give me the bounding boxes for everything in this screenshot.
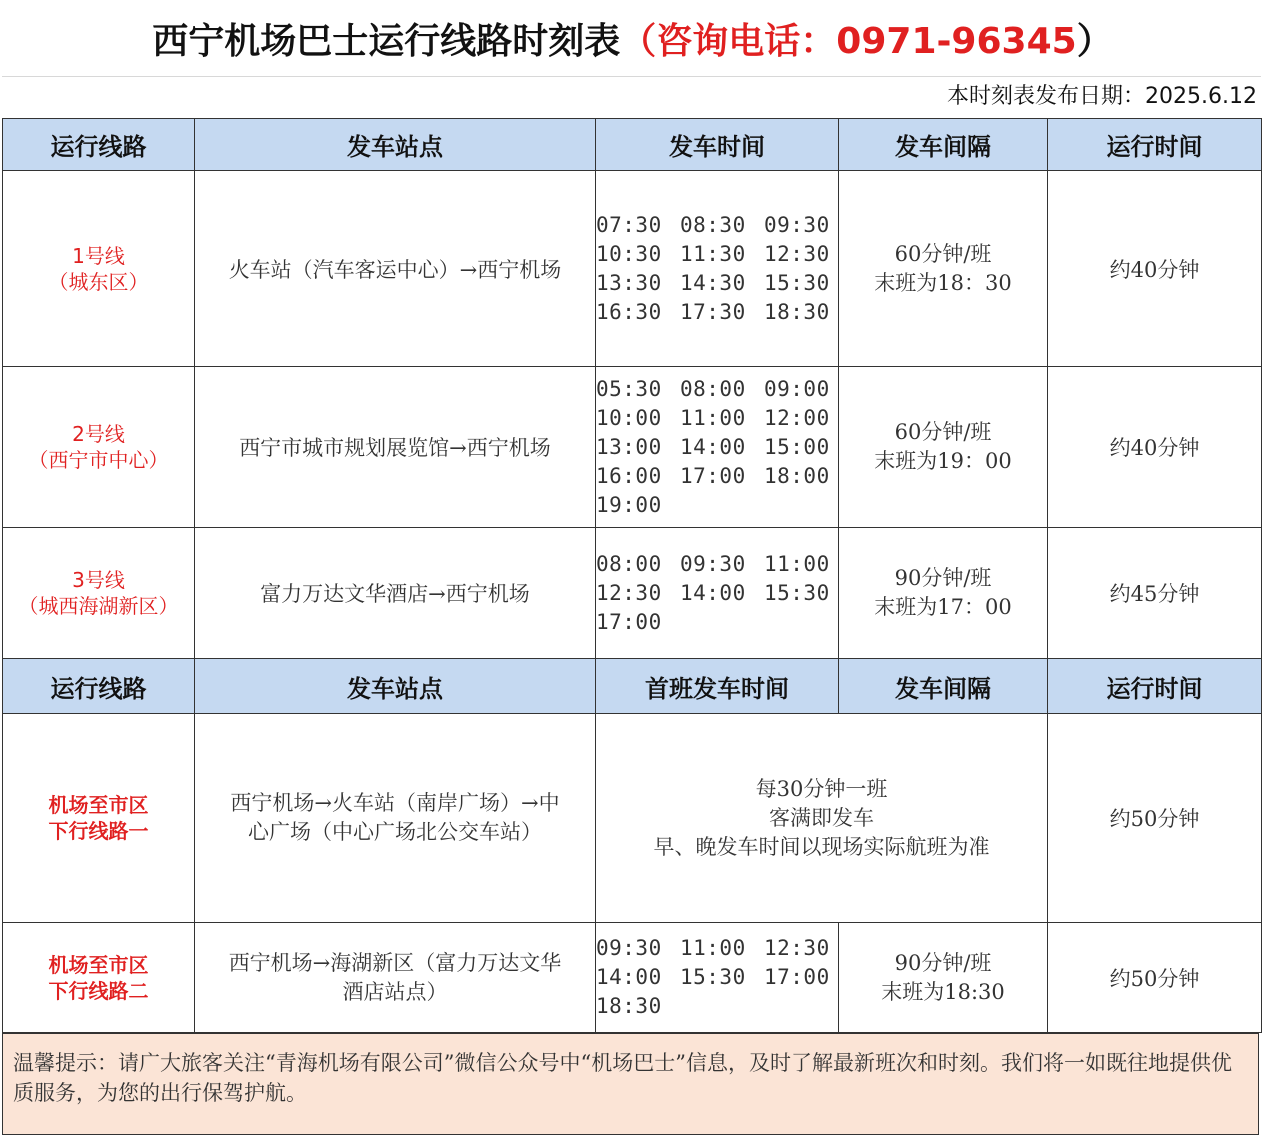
header-cell: 发车间隔 bbox=[839, 659, 1048, 714]
departure-time: 18:30 bbox=[596, 994, 662, 1018]
route-line-cell bbox=[3, 923, 195, 1033]
interval-cell bbox=[839, 171, 1048, 367]
station-line: 心广场（中心广场北公交车站） bbox=[248, 820, 542, 844]
last-bus-text: 末班为18：30 bbox=[874, 270, 1012, 295]
header-cell: 发车时间 bbox=[596, 119, 839, 171]
station-cell: 西宁市城市规划展览馆→西宁机场 bbox=[195, 367, 596, 528]
table-row bbox=[3, 528, 1262, 659]
departure-time: 12:30 bbox=[596, 580, 662, 605]
departure-time: 17:00 bbox=[680, 463, 746, 488]
route-line-area: 下行线路二 bbox=[48, 978, 149, 1003]
duration-cell: 约40分钟 bbox=[1048, 367, 1262, 528]
station-cell bbox=[195, 923, 596, 1033]
times-cell bbox=[596, 171, 839, 367]
departure-time: 11:00 bbox=[680, 936, 746, 960]
route-line-name: 1号线 bbox=[72, 243, 125, 268]
interval-text: 60分钟/班 bbox=[894, 241, 992, 266]
departure-time: 15:00 bbox=[764, 434, 830, 459]
station-line: 西宁机场→海湖新区（富力万达文华 bbox=[228, 950, 562, 975]
table-row bbox=[3, 714, 1262, 923]
title-contact: （咨询电话：0971-96345 bbox=[620, 20, 1077, 62]
header-cell: 运行时间 bbox=[1048, 119, 1262, 171]
station-line: 西宁机场→火车站（南岸广场）→中 bbox=[230, 791, 560, 815]
interval-text: 60分钟/班 bbox=[894, 420, 992, 444]
departure-time: 16:00 bbox=[596, 463, 662, 488]
departure-time: 14:00 bbox=[680, 434, 746, 459]
departure-time: 14:00 bbox=[680, 580, 746, 605]
page-title bbox=[0, 0, 1265, 76]
header-cell: 运行线路 bbox=[3, 659, 195, 714]
table-row bbox=[3, 923, 1262, 1033]
route-line-area: 下行线路一 bbox=[48, 819, 149, 843]
duration-cell: 约50分钟 bbox=[1048, 714, 1262, 923]
station-line: 酒店站点） bbox=[342, 979, 448, 1004]
departure-time: 12:30 bbox=[764, 936, 830, 960]
header-row bbox=[3, 119, 1262, 171]
merged-line: 每30分钟一班 bbox=[755, 776, 888, 801]
times-grid bbox=[596, 211, 838, 327]
publish-date: 本时刻表发布日期：2025.6.12 bbox=[947, 84, 1257, 109]
departure-time: 19:00 bbox=[596, 492, 662, 517]
departure-time: 16:30 bbox=[596, 299, 662, 324]
header-cell: 发车站点 bbox=[195, 119, 596, 171]
departure-time: 15:30 bbox=[680, 965, 746, 989]
departure-time: 08:30 bbox=[680, 212, 746, 237]
times-grid bbox=[596, 550, 838, 637]
departure-time: 12:30 bbox=[764, 241, 830, 266]
table-row bbox=[3, 367, 1262, 528]
departure-time: 09:30 bbox=[764, 212, 830, 237]
duration-cell: 约50分钟 bbox=[1048, 923, 1262, 1033]
interval-cell bbox=[839, 367, 1048, 528]
reminder-note: 温馨提示：请广大旅客关注“青海机场有限公司”微信公众号中“机场巴士”信息，及时了解最新班次和时刻。我们将一如既往地提供优质服务，为您的出行保驾护航。 bbox=[2, 1033, 1259, 1135]
interval-cell bbox=[839, 923, 1048, 1033]
departure-time: 18:00 bbox=[764, 463, 830, 488]
route-line-name: 机场至市区 bbox=[48, 952, 149, 977]
station-cell: 富力万达文华酒店→西宁机场 bbox=[195, 528, 596, 659]
table-row bbox=[3, 171, 1262, 367]
station-cell bbox=[195, 714, 596, 923]
departure-time: 11:00 bbox=[764, 551, 830, 576]
duration-cell: 约40分钟 bbox=[1048, 171, 1262, 367]
times-cell bbox=[596, 923, 839, 1033]
interval-text: 90分钟/班 bbox=[894, 950, 992, 975]
last-bus-text: 末班为17：00 bbox=[874, 595, 1012, 619]
header-row bbox=[3, 659, 1262, 714]
departure-time: 17:00 bbox=[596, 609, 662, 634]
departure-time: 17:30 bbox=[680, 299, 746, 324]
departure-time: 14:30 bbox=[680, 270, 746, 295]
route-line-cell bbox=[3, 171, 195, 367]
departure-time: 13:30 bbox=[596, 270, 662, 295]
header-cell: 发车站点 bbox=[195, 659, 596, 714]
interval-text: 90分钟/班 bbox=[894, 566, 992, 590]
title-close: ） bbox=[1076, 20, 1113, 62]
route-line-name: 3号线 bbox=[72, 568, 125, 592]
departure-time: 09:00 bbox=[764, 376, 830, 401]
departure-time: 12:00 bbox=[764, 405, 830, 430]
route-line-area: （城东区） bbox=[48, 269, 149, 294]
departure-time: 17:00 bbox=[764, 965, 830, 989]
departure-time: 15:30 bbox=[764, 580, 830, 605]
route-line-name: 2号线 bbox=[72, 422, 125, 446]
departure-time: 08:00 bbox=[596, 551, 662, 576]
merged-line: 客满即发车 bbox=[769, 805, 874, 830]
departure-time: 10:00 bbox=[596, 405, 662, 430]
station-cell: 火车站（汽车客运中心）→西宁机场 bbox=[195, 171, 596, 367]
times-grid bbox=[596, 375, 838, 520]
merged-time-cell bbox=[596, 714, 1048, 923]
merged-line: 早、晚发车时间以现场实际航班为准 bbox=[653, 834, 990, 859]
route-line-area: （西宁市中心） bbox=[28, 448, 169, 472]
route-line-cell bbox=[3, 714, 195, 923]
times-cell bbox=[596, 528, 839, 659]
departure-time: 07:30 bbox=[596, 212, 662, 237]
departure-time: 09:30 bbox=[596, 936, 662, 960]
departure-time: 18:30 bbox=[764, 299, 830, 324]
departure-time: 08:00 bbox=[680, 376, 746, 401]
route-line-cell bbox=[3, 528, 195, 659]
interval-cell bbox=[839, 528, 1048, 659]
last-bus-text: 末班为18:30 bbox=[881, 979, 1005, 1004]
departure-time: 14:00 bbox=[596, 965, 662, 989]
duration-cell: 约45分钟 bbox=[1048, 528, 1262, 659]
route-line-area: （城西海湖新区） bbox=[18, 594, 179, 618]
route-line-name: 机场至市区 bbox=[48, 793, 149, 817]
departure-time: 13:00 bbox=[596, 434, 662, 459]
departure-time: 10:30 bbox=[596, 241, 662, 266]
header-cell: 运行线路 bbox=[3, 119, 195, 171]
departure-time: 11:00 bbox=[680, 405, 746, 430]
times-cell bbox=[596, 367, 839, 528]
departure-time: 11:30 bbox=[680, 241, 746, 266]
title-divider bbox=[2, 76, 1261, 77]
header-cell: 发车间隔 bbox=[839, 119, 1048, 171]
departure-time: 09:30 bbox=[680, 551, 746, 576]
last-bus-text: 末班为19：00 bbox=[874, 449, 1012, 473]
times-grid bbox=[596, 934, 838, 1021]
route-line-cell bbox=[3, 367, 195, 528]
departure-time: 05:30 bbox=[596, 376, 662, 401]
header-cell: 运行时间 bbox=[1048, 659, 1262, 714]
departure-time: 15:30 bbox=[764, 270, 830, 295]
schedule-table bbox=[2, 118, 1262, 1033]
title-main: 西宁机场巴士运行线路时刻表 bbox=[152, 20, 621, 62]
header-cell: 首班发车时间 bbox=[596, 659, 839, 714]
